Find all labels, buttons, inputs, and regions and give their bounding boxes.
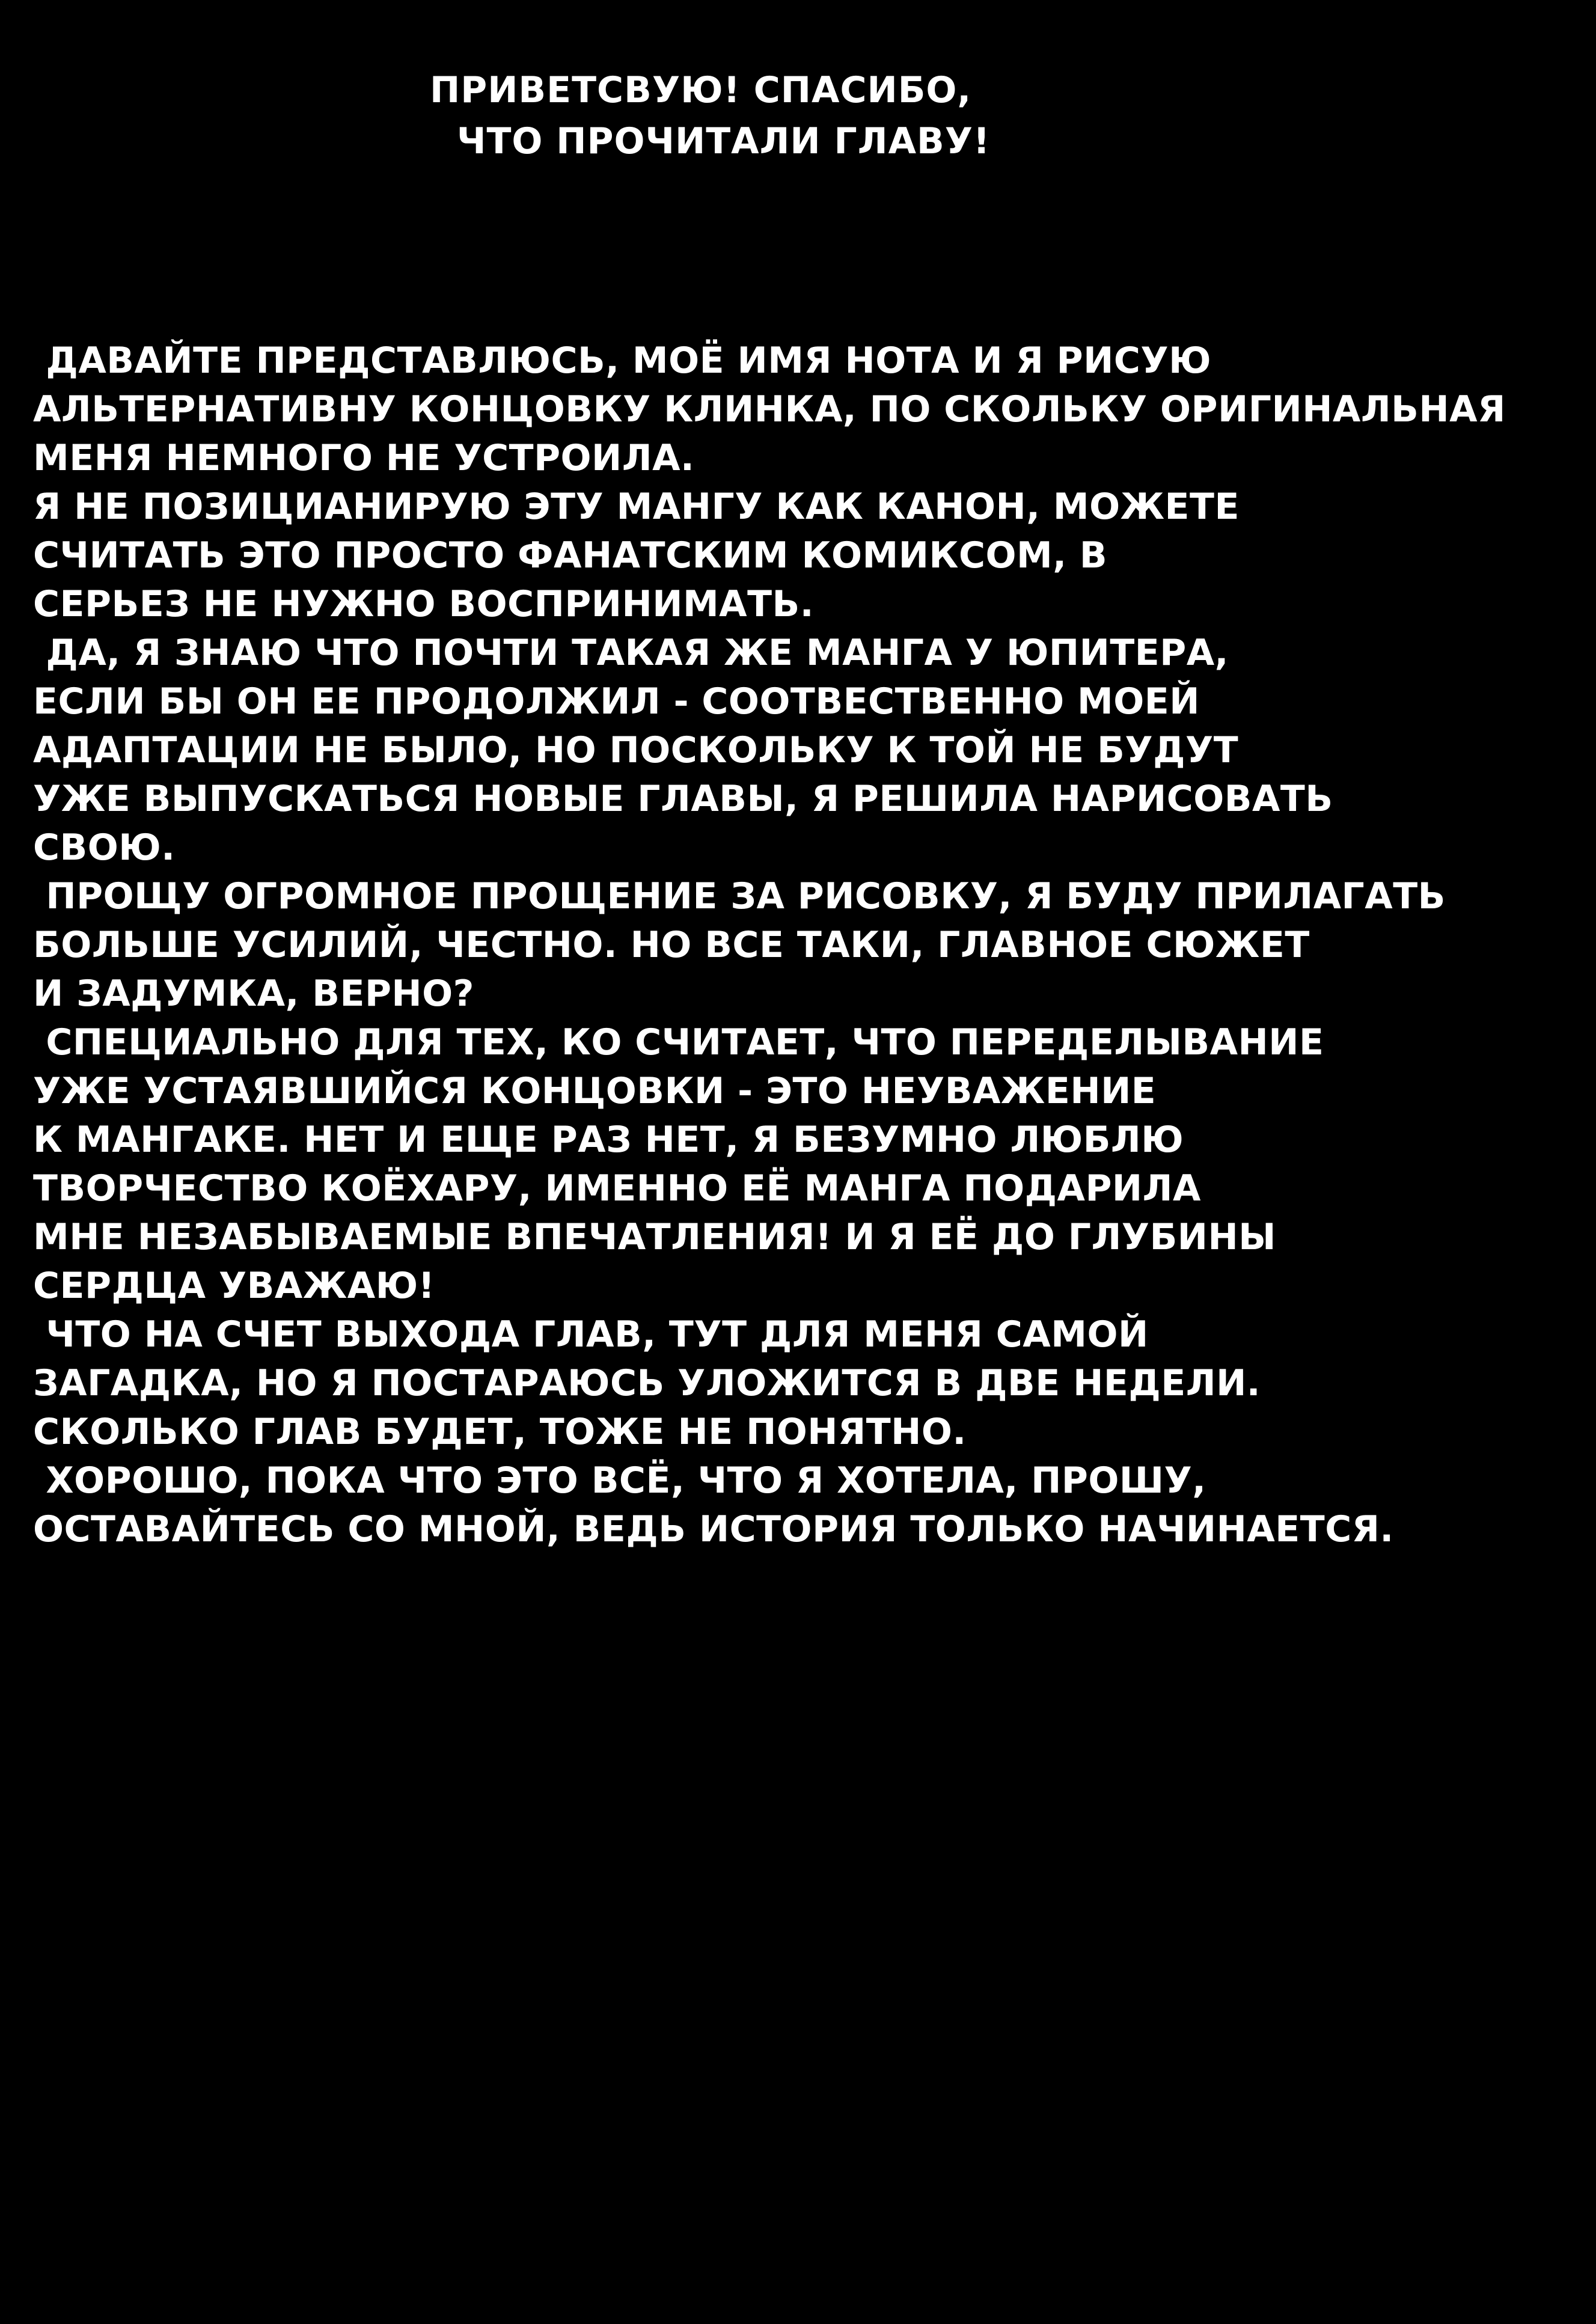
message-line: СПЕЦИАЛЬНО ДЛЯ ТЕХ, КО СЧИТАЕТ, ЧТО ПЕРЕДЕЛЫВАНИЕ [33, 1021, 1324, 1063]
message-line: И ЗАДУМКА, ВЕРНО? [33, 973, 474, 1015]
message-line: ХОРОШО, ПОКА ЧТО ЭТО ВСЁ, ЧТО Я ХОТЕЛА, ПРОШУ, [33, 1460, 1206, 1502]
message-line: ТВОРЧЕСТВО КОЁХАРУ, ИМЕННО ЕЁ МАНГА ПОДАРИЛА [33, 1167, 1201, 1209]
message-line: ЧТО НА СЧЕТ ВЫХОДА ГЛАВ, ТУТ ДЛЯ МЕНЯ САМОЙ [33, 1313, 1149, 1356]
message-line: УЖЕ ВЫПУСКАТЬСЯ НОВЫЕ ГЛАВЫ, Я РЕШИЛА НАРИСОВАТЬ [33, 778, 1333, 820]
message-line: ЕСЛИ БЫ ОН ЕЕ ПРОДОЛЖИЛ - СООТВЕСТВЕННО МОЕЙ [33, 680, 1200, 723]
message-line: ДА, Я ЗНАЮ ЧТО ПОЧТИ ТАКАЯ ЖЕ МАНГА У ЮПИТЕРА, [33, 632, 1229, 674]
message-line: ЗАГАДКА, НО Я ПОСТАРАЮСЬ УЛОЖИТСЯ В ДВЕ НЕДЕЛИ. [33, 1362, 1261, 1404]
greeting-title-line-1: ПРИВЕТСВУЮ! СПАСИБО, [430, 69, 972, 111]
message-line: МНЕ НЕЗАБЫВАЕМЫЕ ВПЕЧАТЛЕНИЯ! И Я ЕЁ ДО ГЛУБИНЫ [33, 1216, 1276, 1258]
message-line: БОЛЬШЕ УСИЛИЙ, ЧЕСТНО. НО ВСЕ ТАКИ, ГЛАВНОЕ СЮЖЕТ [33, 924, 1310, 966]
message-line: СЕРДЦА УВАЖАЮ! [33, 1265, 435, 1307]
author-message [33, 337, 1572, 1554]
message-line: ДАВАЙТЕ ПРЕДСТАВЛЮСЬ, МОЁ ИМЯ НОТА И Я РИСУЮ [33, 340, 1212, 382]
message-line: СВОЮ. [33, 827, 176, 869]
message-line: АЛЬТЕРНАТИВНУ КОНЦОВКУ КЛИНКА, ПО СКОЛЬКУ ОРИГИНАЛЬНАЯ [33, 388, 1506, 430]
message-line: СКОЛЬКО ГЛАВ БУДЕТ, ТОЖЕ НЕ ПОНЯТНО. [33, 1411, 967, 1453]
message-line: УЖЕ УСТАЯВШИЙСЯ КОНЦОВКИ - ЭТО НЕУВАЖЕНИЕ [33, 1070, 1157, 1112]
message-line: Я НЕ ПОЗИЦИАНИРУЮ ЭТУ МАНГУ КАК КАНОН, МОЖЕТЕ [33, 486, 1240, 528]
message-line: АДАПТАЦИИ НЕ БЫЛО, НО ПОСКОЛЬКУ К ТОЙ НЕ БУДУТ [33, 729, 1239, 771]
greeting-title-line-2: ЧТО ПРОЧИТАЛИ ГЛАВУ! [457, 120, 991, 162]
message-line: МЕНЯ НЕМНОГО НЕ УСТРОИЛА. [33, 437, 695, 479]
message-line: ОСТАВАЙТЕСЬ СО МНОЙ, ВЕДЬ ИСТОРИЯ ТОЛЬКО НАЧИНАЕТСЯ. [33, 1508, 1394, 1550]
message-line: ПРОЩУ ОГРОМНОЕ ПРОЩЕНИЕ ЗА РИСОВКУ, Я БУДУ ПРИЛАГАТЬ [33, 875, 1446, 917]
message-line: СЕРЬЕЗ НЕ НУЖНО ВОСПРИНИМАТЬ. [33, 583, 815, 625]
message-line: К МАНГАКЕ. НЕТ И ЕЩЕ РАЗ НЕТ, Я БЕЗУМНО ЛЮБЛЮ [33, 1119, 1184, 1161]
message-line: СЧИТАТЬ ЭТО ПРОСТО ФАНАТСКИМ КОМИКСОМ, В [33, 534, 1108, 576]
